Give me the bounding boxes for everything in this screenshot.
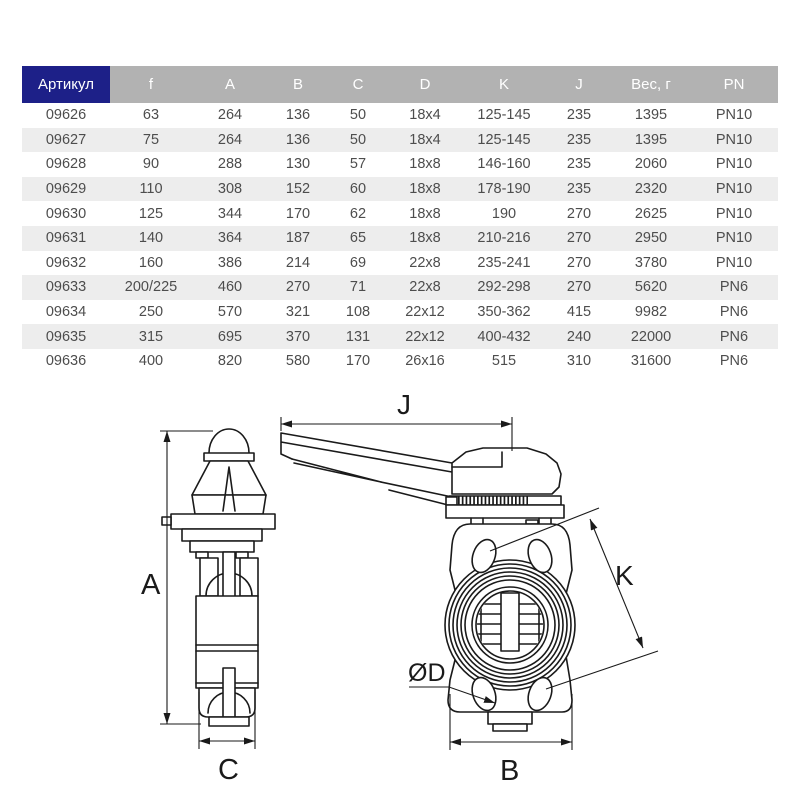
- table-cell: 125-145: [477, 107, 531, 124]
- table-cell: 09627: [45, 131, 87, 148]
- column-header: Артикул: [22, 66, 110, 103]
- dimension-J: [281, 389, 512, 451]
- table-cell: 57: [349, 156, 367, 173]
- table-cell: 580: [285, 353, 311, 370]
- table-cell: PN6: [719, 279, 749, 296]
- column-header: A: [192, 66, 268, 103]
- table-cell: 321: [285, 304, 311, 321]
- table-cell: 22x8: [409, 279, 441, 296]
- table-cell: 152: [285, 181, 311, 198]
- dim-label-A: A: [141, 569, 161, 601]
- table-cell: 170: [285, 205, 311, 222]
- table-cell: 75: [142, 131, 160, 148]
- table-cell: 18x4: [409, 107, 441, 124]
- table-cell: PN6: [719, 304, 749, 321]
- table-cell: 26x16: [405, 353, 445, 370]
- table-cell: 190: [491, 205, 517, 222]
- table-cell: 235-241: [477, 254, 531, 271]
- table-cell: 110: [139, 181, 163, 198]
- table-cell: 65: [349, 230, 367, 247]
- table-cell: 18x8: [409, 181, 441, 198]
- table-cell: 400: [138, 353, 164, 370]
- table-cell: 288: [217, 156, 243, 173]
- table-cell: 136: [285, 107, 311, 124]
- table-cell: 570: [217, 304, 243, 321]
- dim-label-diameter: ØD: [408, 659, 446, 687]
- table-cell: 210-216: [477, 230, 531, 247]
- table-cell: 18x8: [409, 205, 441, 222]
- table-cell: 2625: [634, 205, 668, 222]
- table-cell: 22x12: [405, 328, 445, 345]
- table-cell: 09635: [45, 328, 87, 345]
- table-cell: 270: [566, 205, 592, 222]
- table-cell: 22000: [630, 328, 672, 345]
- table-cell: 364: [217, 230, 243, 247]
- table-cell: 18x8: [409, 156, 441, 173]
- table-cell: 09630: [45, 205, 87, 222]
- table-cell: 63: [142, 107, 160, 124]
- dim-label-C: C: [218, 754, 239, 786]
- table-cell: 22x12: [405, 304, 445, 321]
- table-cell: 315: [138, 328, 164, 345]
- column-header: Вес, г: [612, 66, 690, 103]
- table-cell: 250: [138, 304, 164, 321]
- table-cell: 415: [566, 304, 592, 321]
- table-cell: 370: [285, 328, 311, 345]
- table-cell: 125-145: [477, 131, 531, 148]
- valve-side-view: [162, 429, 275, 726]
- table-cell: PN10: [715, 181, 753, 198]
- table-cell: 22x8: [409, 254, 441, 271]
- column-header: J: [546, 66, 612, 103]
- table-cell: 344: [217, 205, 243, 222]
- table-cell: 09633: [45, 279, 87, 296]
- table-cell: 460: [217, 279, 243, 296]
- table-cell: 09636: [45, 353, 87, 370]
- table-cell: 270: [566, 230, 592, 247]
- table-cell: 136: [285, 131, 311, 148]
- column-header: K: [462, 66, 546, 103]
- table-cell: 695: [217, 328, 243, 345]
- table-cell: 270: [285, 279, 311, 296]
- table-cell: 292-298: [477, 279, 531, 296]
- table-cell: 09634: [45, 304, 87, 321]
- table-cell: 9982: [634, 304, 668, 321]
- table-cell: 131: [345, 328, 371, 345]
- table-cell: 18x4: [409, 131, 441, 148]
- table-cell: 214: [285, 254, 311, 271]
- table-cell: PN10: [715, 131, 753, 148]
- column-header: C: [328, 66, 388, 103]
- table-cell: 09628: [45, 156, 87, 173]
- table-cell: 350-362: [477, 304, 531, 321]
- table-cell: 1395: [634, 131, 668, 148]
- column-header: B: [268, 66, 328, 103]
- table-cell: 160: [138, 254, 164, 271]
- table-cell: 235: [566, 156, 592, 173]
- table-cell: 235: [566, 131, 592, 148]
- table-cell: 50: [349, 131, 367, 148]
- table-cell: 09629: [45, 181, 87, 198]
- table-cell: 125: [138, 205, 164, 222]
- table-cell: 1395: [634, 107, 668, 124]
- table-cell: 130: [285, 156, 311, 173]
- table-cell: 820: [217, 353, 243, 370]
- table-cell: PN10: [715, 254, 753, 271]
- table-cell: 2320: [634, 181, 668, 198]
- table-cell: 31600: [630, 353, 672, 370]
- table-cell: 146-160: [477, 156, 531, 173]
- table-cell: 108: [345, 304, 371, 321]
- table-cell: 270: [566, 279, 592, 296]
- table-cell: 187: [285, 230, 311, 247]
- table-cell: 71: [349, 279, 367, 296]
- table-cell: 62: [349, 205, 367, 222]
- table-cell: 235: [566, 181, 592, 198]
- table-cell: 09631: [45, 230, 87, 247]
- table-cell: PN10: [715, 156, 753, 173]
- table-cell: PN10: [715, 230, 753, 247]
- table-cell: 264: [217, 131, 243, 148]
- dim-label-K: K: [615, 560, 634, 591]
- table-cell: PN10: [715, 205, 753, 222]
- table-cell: 235: [566, 107, 592, 124]
- table-cell: 386: [217, 254, 243, 271]
- table-cell: 515: [491, 353, 517, 370]
- table-cell: PN6: [719, 353, 749, 370]
- table-cell: 140: [138, 230, 164, 247]
- dim-label-J: J: [397, 389, 411, 420]
- table-cell: 178-190: [477, 181, 531, 198]
- table-cell: 308: [217, 181, 243, 198]
- table-cell: 90: [142, 156, 160, 173]
- column-header: PN: [690, 66, 778, 103]
- table-cell: 170: [345, 353, 371, 370]
- column-header: D: [388, 66, 462, 103]
- table-cell: PN10: [715, 107, 753, 124]
- table-cell: 60: [349, 181, 367, 198]
- table-cell: 3780: [634, 254, 668, 271]
- table-cell: 310: [566, 353, 592, 370]
- dim-label-B: B: [500, 755, 520, 787]
- table-cell: 2950: [634, 230, 668, 247]
- table-cell: 200/225: [124, 279, 178, 296]
- table-cell: 50: [349, 107, 367, 124]
- table-cell: PN6: [719, 328, 749, 345]
- table-cell: 69: [349, 254, 367, 271]
- table-cell: 09632: [45, 254, 87, 271]
- table-cell: 240: [566, 328, 592, 345]
- table-cell: 2060: [634, 156, 668, 173]
- column-header: f: [110, 66, 192, 103]
- table-cell: 264: [217, 107, 243, 124]
- table-cell: 400-432: [477, 328, 531, 345]
- table-cell: 18x8: [409, 230, 441, 247]
- table-cell: 09626: [45, 107, 87, 124]
- table-cell: 5620: [634, 279, 668, 296]
- table-cell: 270: [566, 254, 592, 271]
